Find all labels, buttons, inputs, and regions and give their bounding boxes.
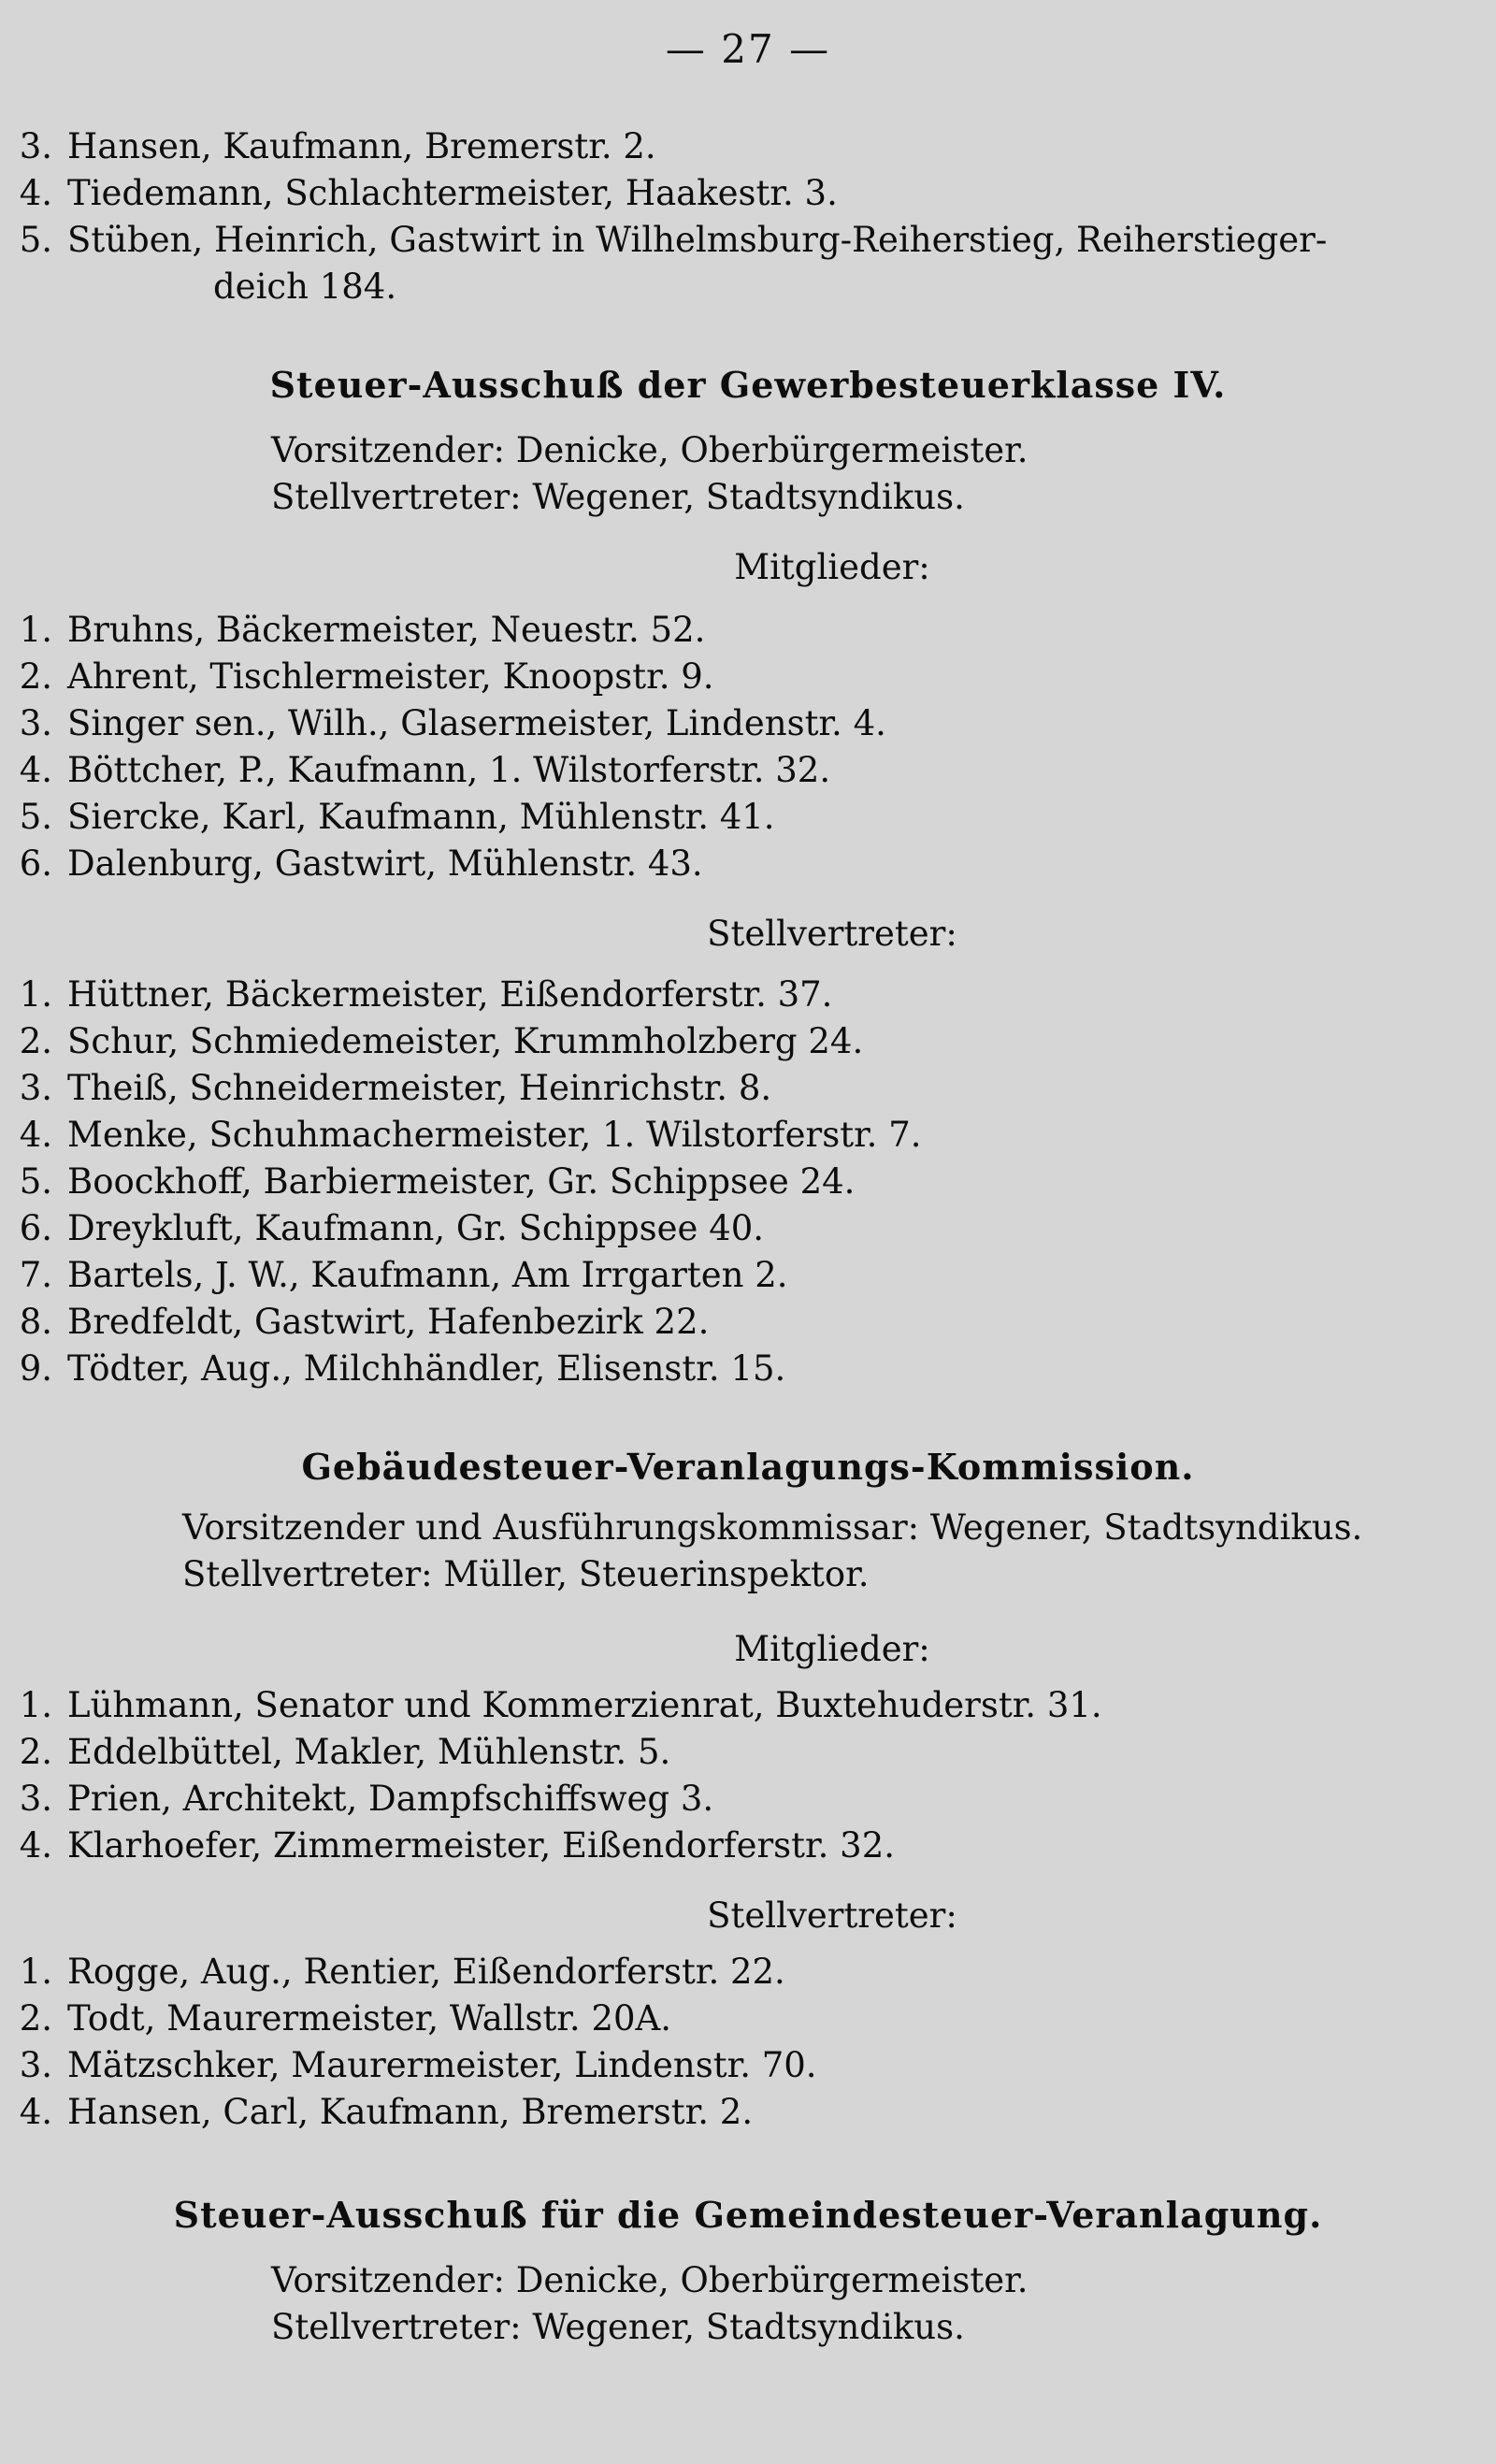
section-title: Steuer-Ausschuß für die Gemeindesteuer-Veranlagung. bbox=[173, 2194, 1323, 2236]
member-item: 6. Dalenburg, Gastwirt, Mühlenstr. 43. bbox=[19, 843, 703, 884]
list-item-continuation: deich 184. bbox=[213, 267, 397, 307]
deputy-item: 2. Todt, Maurermeister, Wallstr. 20A. bbox=[19, 1998, 672, 2039]
deputy-item: 5. Boockhoff, Barbiermeister, Gr. Schippsee 24. bbox=[19, 1161, 856, 1202]
member-item: 4. Klarhoefer, Zimmermeister, Eißendorferstr. 32. bbox=[19, 1825, 896, 1866]
chair-line: Vorsitzender: Denicke, Oberbürgermeister. bbox=[271, 2260, 1028, 2300]
deputy-line: Stellvertreter: Müller, Steuerinspektor. bbox=[182, 1554, 870, 1594]
deputy-item: 1. Rogge, Aug., Rentier, Eißendorferstr. 22. bbox=[19, 1952, 785, 1992]
page-number: — 27 — bbox=[665, 26, 831, 72]
member-item: 4. Böttcher, P., Kaufmann, 1. Wilstorferstr. 32. bbox=[19, 750, 831, 790]
section-title: Steuer-Ausschuß der Gewerbesteuerklasse IV. bbox=[269, 364, 1227, 406]
member-item: 1. Bruhns, Bäckermeister, Neuestr. 52. bbox=[19, 610, 706, 650]
list-item: 4. Tiedemann, Schlachtermeister, Haakestr. 3. bbox=[19, 173, 838, 213]
deputy-item: 1. Hüttner, Bäckermeister, Eißendorferstr. 37. bbox=[19, 974, 833, 1015]
list-item: 5. Stüben, Heinrich, Gastwirt in Wilhelmsburg-Reiherstieg, Reiherstieger- bbox=[19, 220, 1328, 260]
member-item: 2. Eddelbüttel, Makler, Mühlenstr. 5. bbox=[19, 1732, 671, 1772]
members-heading: Mitglieder: bbox=[734, 547, 930, 587]
chair-line: Vorsitzender und Ausführungskommissar: Wegener, Stadtsyndikus. bbox=[182, 1507, 1363, 1548]
deputy-item: 2. Schur, Schmiedemeister, Krummholzberg 24. bbox=[19, 1021, 864, 1061]
deputy-line: Stellvertreter: Wegener, Stadtsyndikus. bbox=[271, 477, 965, 517]
list-item: 3. Hansen, Kaufmann, Bremerstr. 2. bbox=[19, 126, 656, 166]
deputy-item: 7. Bartels, J. W., Kaufmann, Am Irrgarten 2. bbox=[19, 1255, 788, 1295]
deputy-item: 3. Theiß, Schneidermeister, Heinrichstr. 8. bbox=[19, 1068, 772, 1108]
deputy-line: Stellvertreter: Wegener, Stadtsyndikus. bbox=[271, 2307, 965, 2347]
member-item: 2. Ahrent, Tischlermeister, Knoopstr. 9. bbox=[19, 656, 714, 697]
member-item: 5. Siercke, Karl, Kaufmann, Mühlenstr. 41. bbox=[19, 797, 775, 837]
deputies-heading: Stellvertreter: bbox=[707, 1895, 957, 1936]
member-item: 3. Prien, Architekt, Dampfschiffsweg 3. bbox=[19, 1779, 714, 1819]
member-item: 1. Lühmann, Senator und Kommerzienrat, Buxtehuderstr. 31. bbox=[19, 1685, 1102, 1725]
deputy-item: 8. Bredfeldt, Gastwirt, Hafenbezirk 22. bbox=[19, 1302, 710, 1342]
chair-line: Vorsitzender: Denicke, Oberbürgermeister. bbox=[271, 430, 1028, 470]
deputy-item: 4. Menke, Schuhmachermeister, 1. Wilstorferstr. 7. bbox=[19, 1115, 922, 1155]
deputies-heading: Stellvertreter: bbox=[707, 914, 957, 954]
deputy-item: 9. Tödter, Aug., Milchhändler, Elisenstr. 15. bbox=[19, 1348, 786, 1389]
member-item: 3. Singer sen., Wilh., Glasermeister, Lindenstr. 4. bbox=[19, 703, 886, 743]
members-heading: Mitglieder: bbox=[734, 1629, 930, 1669]
deputy-item: 3. Mätzschker, Maurermeister, Lindenstr. 70. bbox=[19, 2045, 817, 2085]
deputy-item: 6. Dreykluft, Kaufmann, Gr. Schippsee 40. bbox=[19, 1208, 765, 1248]
deputy-item: 4. Hansen, Carl, Kaufmann, Bremerstr. 2. bbox=[19, 2092, 754, 2132]
section-title: Gebäudesteuer-Veranlagungs-Kommission. bbox=[301, 1446, 1195, 1488]
